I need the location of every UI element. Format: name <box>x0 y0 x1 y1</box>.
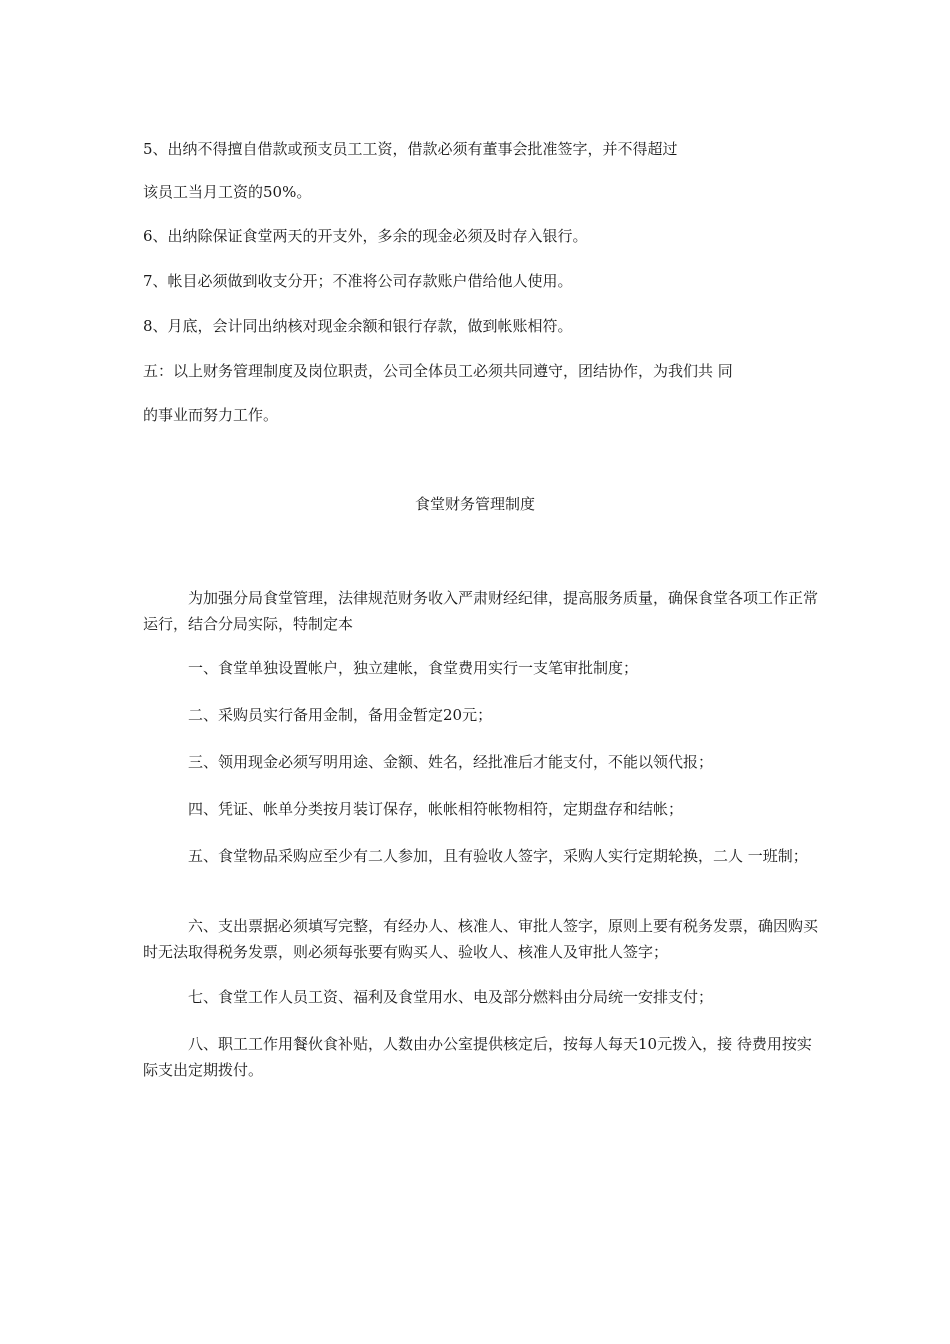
section-title: 食堂财务管理制度 <box>414 495 535 513</box>
rule-item-6: 6、出纳除保证食堂两天的开支外，多余的现金必须及时存入银行。 <box>143 227 588 245</box>
canteen-rule-5 <box>143 843 823 869</box>
rule-item-7: 7、帐目必须做到收支分开；不准将公司存款账户借给他人使用。 <box>143 272 573 290</box>
canteen-rule-1 <box>143 655 823 681</box>
intro-paragraph <box>143 585 823 637</box>
rule-item-5-line1: 5、出纳不得擅自借款或预支员工工资，借款必须有董事会批准签字，并不得超过 <box>143 140 678 158</box>
canteen-rule-5-text: 五、食堂物品采购应至少有二人参加，且有验收人签字，采购人实行定期轮换，二人 一班制； <box>188 847 808 865</box>
canteen-rule-4 <box>143 796 823 822</box>
canteen-rule-6-text: 六、支出票据必须填写完整，有经办人、核准人、审批人签字，原则上要有税务发票，确因购买时无法取得税务发票，则必须每张要有购买人、验收人、核准人及审批人签字； <box>143 917 819 961</box>
canteen-rule-3-text: 三、领用现金必须写明用途、金额、姓名，经批准后才能支付，不能以领代报； <box>188 753 714 771</box>
canteen-rule-4-text: 四、凭证、帐单分类按月装订保存，帐帐相符帐物相符，定期盘存和结帐； <box>188 800 684 818</box>
conclusion-line1: 五：以上财务管理制度及岗位职责，公司全体员工必须共同遵守，团结协作，为我们共 同 <box>143 362 733 380</box>
canteen-rule-7-text: 七、食堂工作人员工资、福利及食堂用水、电及部分燃料由分局统一安排支付； <box>188 988 714 1006</box>
intro-text: 为加强分局食堂管理，法律规范财务收入严肃财经纪律，提高服务质量，确保食堂各项工作正常运行，结合分局实际，特制定本 <box>143 589 819 633</box>
canteen-rule-2-text: 二、采购员实行备用金制，备用金暂定20元； <box>188 706 493 724</box>
rule-item-8: 8、月底，会计同出纳核对现金余额和银行存款，做到帐账相符。 <box>143 317 573 335</box>
canteen-rule-7 <box>143 984 823 1010</box>
conclusion-line2: 的事业而努力工作。 <box>143 406 279 424</box>
canteen-rule-8-text: 八、职工工作用餐伙食补贴，人数由办公室提供核定后，按每人每天10元拨入，接 待费用按实际支出定期拨付。 <box>143 1035 812 1079</box>
canteen-rule-6 <box>143 913 823 965</box>
canteen-rule-3 <box>143 749 823 775</box>
canteen-rule-2 <box>143 702 823 728</box>
canteen-rule-1-text: 一、食堂单独设置帐户，独立建帐，食堂费用实行一支笔审批制度； <box>188 659 639 677</box>
canteen-rule-8 <box>143 1031 823 1083</box>
rule-item-5-line2: 该员工当月工资的50%。 <box>143 183 312 201</box>
